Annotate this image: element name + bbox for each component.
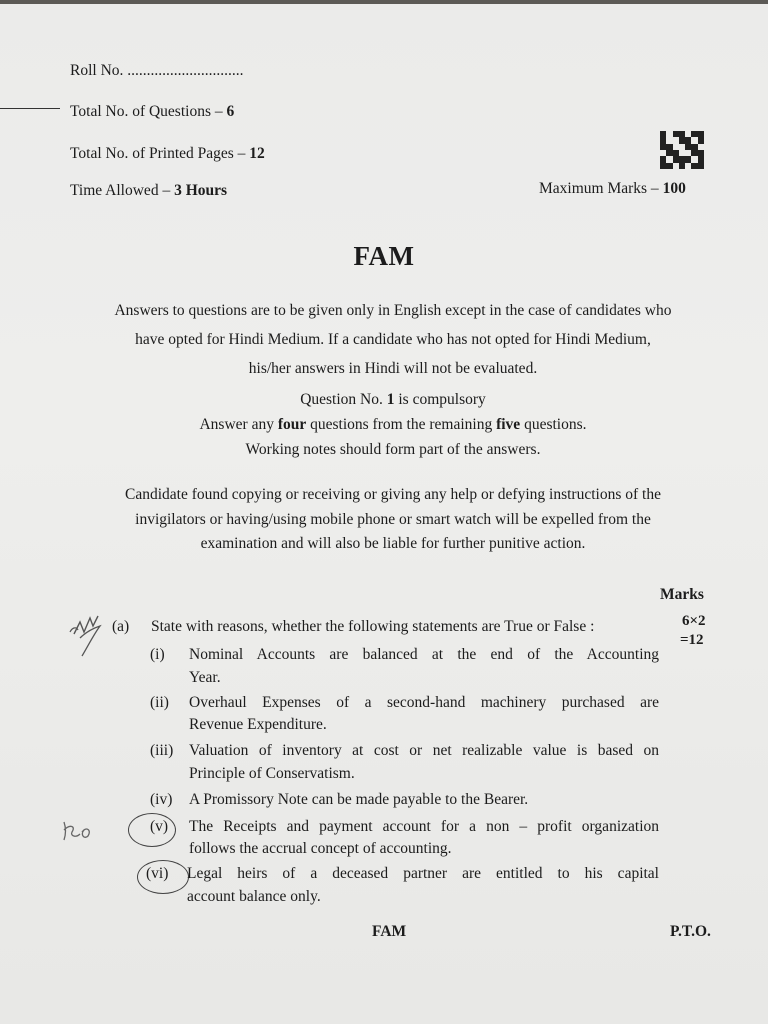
footer-code: FAM <box>372 923 407 940</box>
statement-number: (iv) <box>150 791 173 808</box>
paper-title: FAM <box>353 241 415 271</box>
answer-any-note: Answer any four questions from the remaining five questions. <box>199 416 587 433</box>
instruction-line-2: have opted for Hindi Medium. If a candidate who has not opted for Hindi Medium, <box>135 331 651 348</box>
statement-text-cont: follows the accrual concept of accounting. <box>189 840 452 857</box>
question-1a-label: (a) <box>112 618 130 635</box>
marks-heading: Marks <box>660 586 704 603</box>
instruction-line-3: his/her answers in Hindi will not be evaluated. <box>248 360 538 377</box>
handwritten-tick-mark <box>60 612 110 664</box>
statement-number: (iii) <box>150 742 174 759</box>
warning-line-2: invigilators or having/using mobile phone or smart watch will be expelled from the <box>135 511 651 528</box>
marks-total: =12 <box>680 632 704 648</box>
total-questions: Total No. of Questions – 6 <box>70 103 235 120</box>
time-allowed: Time Allowed – 3 Hours <box>70 182 228 199</box>
footer-pto: P.T.O. <box>670 923 711 940</box>
total-pages: Total No. of Printed Pages – 12 <box>70 145 265 162</box>
handwritten-annotation <box>60 816 94 847</box>
compulsory-note: Question No. 1 is compulsory <box>300 391 486 408</box>
statement-text-cont: account balance only. <box>187 888 321 905</box>
statement-text: Overhaul Expenses of a second-hand machinery purchased are <box>189 694 659 711</box>
working-notes-note: Working notes should form part of the answers. <box>245 441 541 458</box>
question-1a-text: State with reasons, whether the following statements are True or False : <box>151 618 595 635</box>
statement-text: Legal heirs of a deceased partner are entitled to his capital <box>187 865 659 882</box>
statement-number: (vi) <box>146 865 169 882</box>
maximum-marks: Maximum Marks – 100 <box>539 180 686 197</box>
statement-text: A Promissory Note can be made payable to the Bearer. <box>189 791 529 808</box>
statement-text-cont: Principle of Conservatism. <box>189 765 355 782</box>
marks-allocation: 6×2 <box>682 613 706 629</box>
instruction-line-1: Answers to questions are to be given only in English except in the case of candidates who <box>114 302 672 319</box>
statement-number: (ii) <box>150 694 169 711</box>
statement-number: (i) <box>150 646 165 663</box>
statement-text: The Receipts and payment account for a non – profit organization <box>189 818 659 835</box>
warning-line-3: examination and will also be liable for further punitive action. <box>200 535 586 552</box>
exam-paper <box>0 4 768 1024</box>
statement-text: Valuation of inventory at cost or net realizable value is based on <box>189 742 659 759</box>
statement-text-cont: Revenue Expenditure. <box>189 716 327 733</box>
margin-rule <box>0 108 60 109</box>
statement-number: (v) <box>150 818 169 835</box>
roll-no-line: Roll No. .............................. <box>70 62 244 79</box>
statement-text: Nominal Accounts are balanced at the end of the Accounting <box>189 646 659 663</box>
warning-line-1: Candidate found copying or receiving or giving any help or defying instructions of the <box>125 486 661 503</box>
qr-code-icon <box>660 131 704 169</box>
statement-text-cont: Year. <box>189 669 221 686</box>
